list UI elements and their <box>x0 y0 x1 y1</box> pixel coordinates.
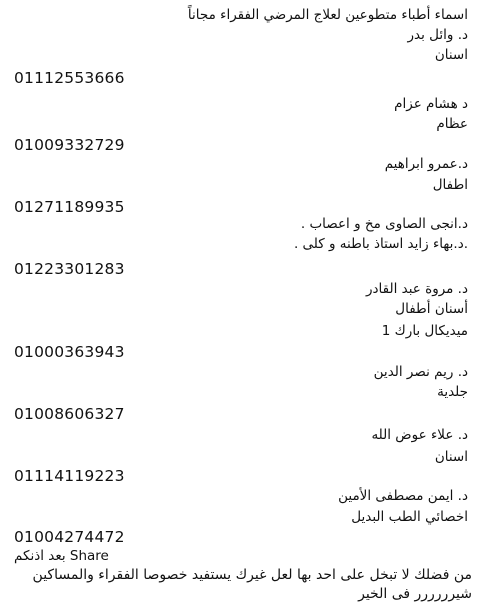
doctor-name: د. علاء عوض الله <box>371 427 468 443</box>
page-title: اسماء أطباء متطوعين لعلاج المرضي الفقراء مجاناً <box>187 7 468 23</box>
doctor-specialty: جلدية <box>437 384 468 400</box>
doctor-name: د. ريم نصر الدين <box>373 364 468 380</box>
doctor-name: د هشام عزام <box>394 96 468 112</box>
share-request: بعد اذنكم Share <box>14 548 109 564</box>
doctor-specialty: اسنان <box>434 449 468 465</box>
doctor-specialty: عظام <box>436 116 468 132</box>
doctor-name: د.عمرو ابراهيم <box>384 156 468 172</box>
doctor-name: د. وائل بدر <box>407 27 468 43</box>
footer-line: من فضلك لا تبخل على احد بها لعل غيرك يستفيد خصوصا الفقراء والمساكين <box>32 567 472 583</box>
doctor-specialty: أسنان أطفال <box>395 301 468 317</box>
doctor-phone: 01223301283 <box>14 260 125 278</box>
doctor-specialty: .د.بهاء زايد استاذ باطنه و كلى . <box>293 236 468 252</box>
footer-message <box>8 566 472 604</box>
doctor-phone: 01008606327 <box>14 405 125 423</box>
doctor-phone: 01004274472 <box>14 528 125 546</box>
doctor-phone: 01009332729 <box>14 136 125 154</box>
doctor-phone: 01112553666 <box>14 69 125 87</box>
footer-line: شيرررررر فى الخير <box>358 586 472 602</box>
doctor-name: د. مروة عبد القادر <box>365 281 468 297</box>
doctor-phone: 01114119223 <box>14 467 125 485</box>
doctor-name: د. ايمن مصطفى الأمين <box>338 488 468 504</box>
doctor-specialty: اسنان <box>434 47 468 63</box>
doctor-location: ميديكال بارك 1 <box>381 323 468 339</box>
doctor-name: د.انجى الصاوى مخ و اعصاب . <box>300 216 468 232</box>
doctor-phone: 01271189935 <box>14 198 125 216</box>
doctor-specialty: اخصائي الطب البديل <box>351 509 468 525</box>
doctor-specialty: اطفال <box>432 177 468 193</box>
doctor-phone: 01000363943 <box>14 343 125 361</box>
